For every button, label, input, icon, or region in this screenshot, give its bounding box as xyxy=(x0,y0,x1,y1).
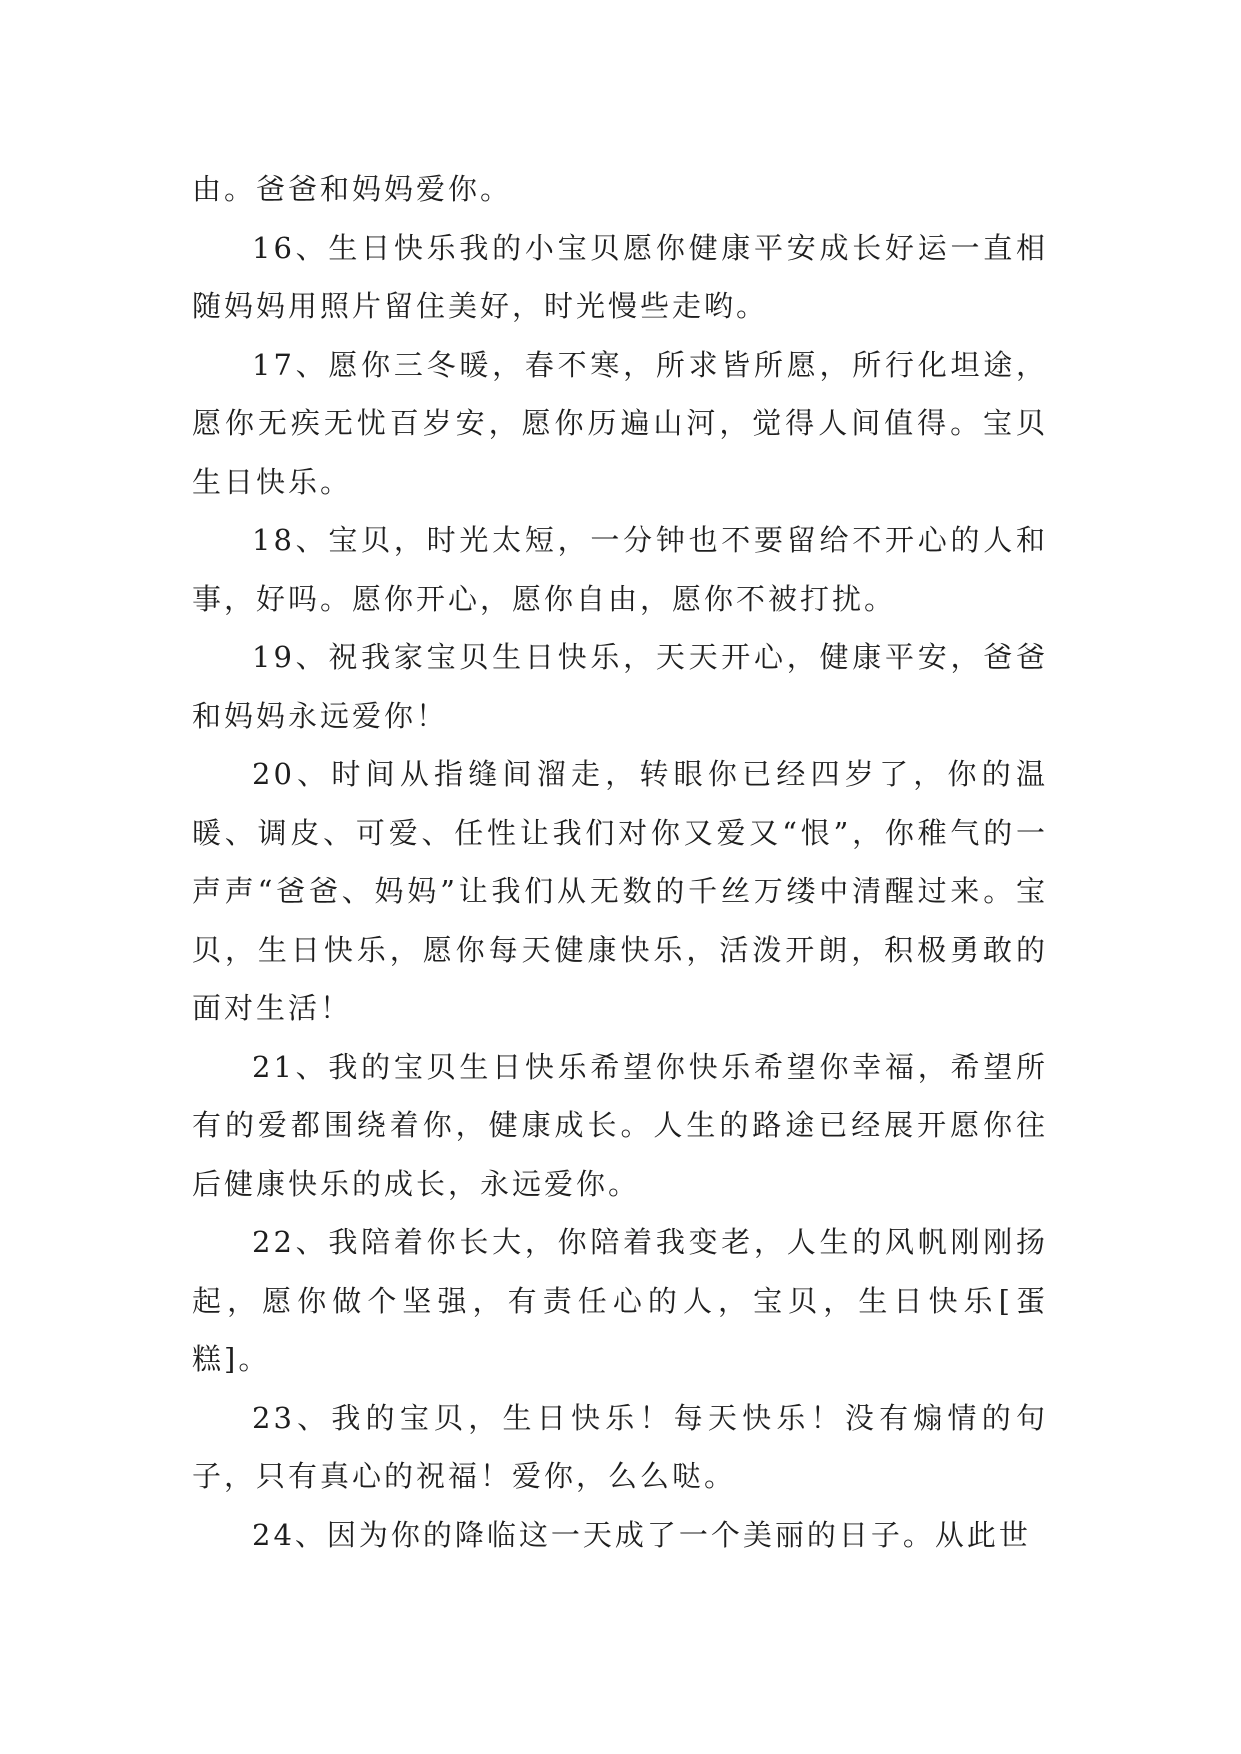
paragraph: 23、我的宝贝，生日快乐！每天快乐！没有煽情的句子，只有真心的祝福！爱你，么么哒。 xyxy=(192,1400,1048,1493)
paragraph: 19、祝我家宝贝生日快乐，天天开心，健康平安，爸爸和妈妈永远爱你！ xyxy=(192,640,1048,733)
paragraph: 由。爸爸和妈妈爱你。 xyxy=(192,172,513,206)
document-body xyxy=(192,160,1048,1564)
paragraph: 18、宝贝，时光太短，一分钟也不要留给不开心的人和事，好吗。愿你开心，愿你自由，愿你不被打扰。 xyxy=(192,523,1048,616)
paragraph: 24、因为你的降临这一天成了一个美丽的日子。从此世 xyxy=(252,1517,1031,1552)
paragraph: 22、我陪着你长大，你陪着我变老，人生的风帆刚刚扬起，愿你做个坚强，有责任心的人，宝贝，生日快乐[蛋糕]。 xyxy=(192,1225,1048,1376)
paragraph: 20、时间从指缝间溜走，转眼你已经四岁了，你的温暖、调皮、可爱、任性让我们对你又爱又“恨”，你稚气的一声声“爸爸、妈妈”让我们从无数的千丝万缕中清醒过来。宝贝，生日快乐，愿你每天健康快乐，活泼开朗，积极勇敢的面对生活！ xyxy=(192,757,1048,1025)
paragraph: 17、愿你三冬暖，春不寒，所求皆所愿，所行化坦途，愿你无疾无忧百岁安，愿你历遍山河，觉得人间值得。宝贝生日快乐。 xyxy=(192,347,1048,499)
paragraph: 16、生日快乐我的小宝贝愿你健康平安成长好运一直相随妈妈用照片留住美好，时光慢些走哟。 xyxy=(192,230,1048,323)
paragraph: 21、我的宝贝生日快乐希望你快乐希望你幸福，希望所有的爱都围绕着你，健康成长。人生的路途已经展开愿你往后健康快乐的成长，永远爱你。 xyxy=(192,1049,1048,1201)
